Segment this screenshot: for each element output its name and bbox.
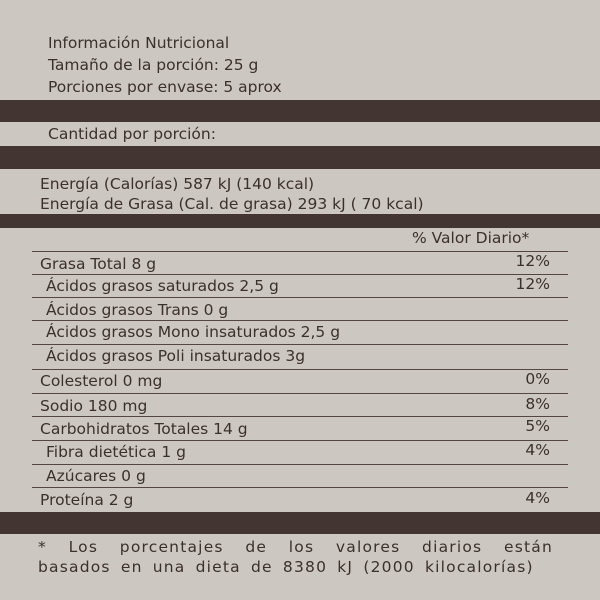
divider-bar xyxy=(0,146,600,169)
row-divider xyxy=(32,487,568,488)
nutrient-mono-fat: Ácidos grasos Mono insaturados 2,5 g xyxy=(46,323,341,341)
row-divider xyxy=(32,344,568,345)
row-divider xyxy=(32,464,568,465)
dv-sodium: 8% xyxy=(525,395,550,413)
row-divider xyxy=(32,320,568,321)
nutrient-cholesterol: Colesterol 0 mg xyxy=(40,372,163,390)
footnote: * Los porcentajes de los valores diarios están basados en una dieta de 8380 kJ (2000 kilocalorías) xyxy=(38,538,553,576)
row-divider xyxy=(32,297,568,298)
amount-per-serving: Cantidad por porción: xyxy=(48,125,216,143)
serving-size: Tamaño de la porción: 25 g xyxy=(48,56,259,74)
row-divider xyxy=(32,416,568,417)
nutrient-saturated-fat: Ácidos grasos saturados 2,5 g xyxy=(46,277,279,295)
divider-bar xyxy=(0,512,600,534)
row-divider xyxy=(32,393,568,394)
energy-calories: Energía (Calorías) 587 kJ (140 kcal) xyxy=(40,175,315,193)
nutrient-trans-fat: Ácidos grasos Trans 0 g xyxy=(46,301,229,319)
dv-carbohydrates: 5% xyxy=(525,417,550,435)
row-divider xyxy=(32,251,568,252)
nutrient-sugars: Azúcares 0 g xyxy=(46,467,146,485)
divider-bar xyxy=(0,100,600,122)
label-title: Información Nutricional xyxy=(48,34,230,52)
row-divider xyxy=(32,440,568,441)
row-divider xyxy=(32,369,568,370)
divider-bar xyxy=(0,214,600,228)
row-divider xyxy=(32,274,568,275)
nutrient-poly-fat: Ácidos grasos Poli insaturados 3g xyxy=(46,347,306,365)
nutrient-protein: Proteína 2 g xyxy=(40,491,134,509)
dv-total-fat: 12% xyxy=(515,252,550,270)
dv-protein: 4% xyxy=(525,489,550,507)
nutrient-carbohydrates: Carbohidratos Totales 14 g xyxy=(40,420,248,438)
nutrient-total-fat: Grasa Total 8 g xyxy=(40,255,157,273)
energy-fat: Energía de Grasa (Cal. de grasa) 293 kJ ( 70 kcal) xyxy=(40,195,424,213)
dv-saturated-fat: 12% xyxy=(515,275,550,293)
servings-per-container: Porciones por envase: 5 aprox xyxy=(48,78,282,96)
dv-cholesterol: 0% xyxy=(525,370,550,388)
nutrient-sodium: Sodio 180 mg xyxy=(40,397,148,415)
nutrient-fiber: Fibra dietética 1 g xyxy=(46,443,186,461)
daily-value-header: % Valor Diario* xyxy=(412,229,530,247)
dv-fiber: 4% xyxy=(525,441,550,459)
